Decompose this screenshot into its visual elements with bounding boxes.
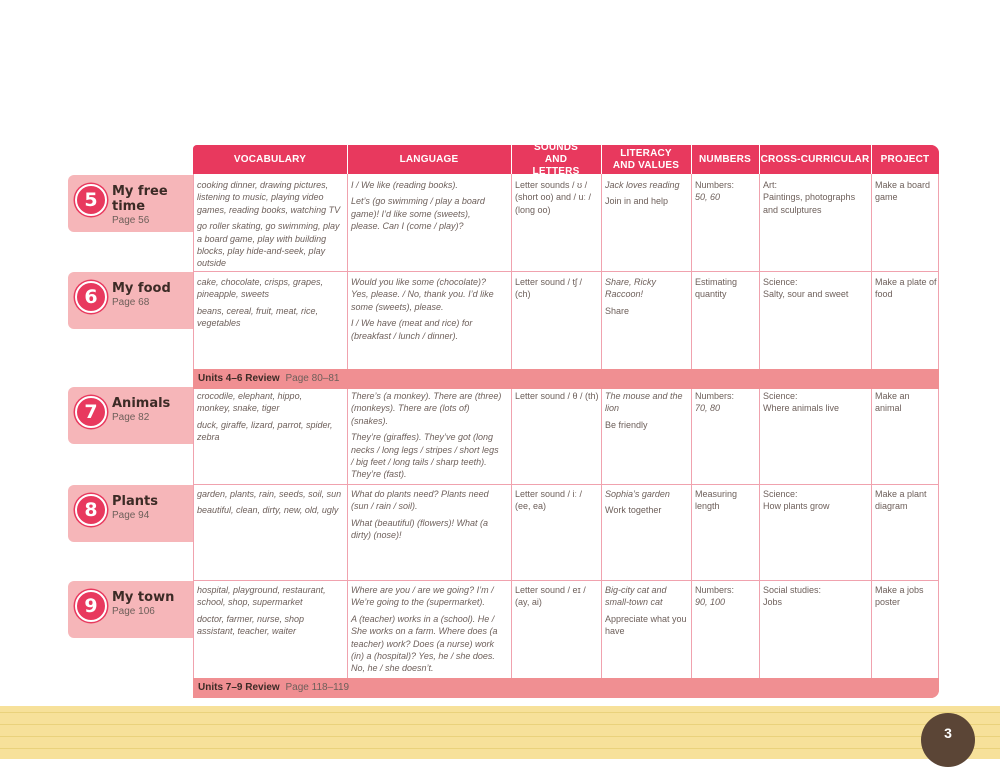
column-header-sounds: SOUNDS AND LETTERS <box>511 145 601 174</box>
unit-title: Animals <box>112 396 171 411</box>
review-label: Units 4–6 Review <box>198 373 280 384</box>
unit-tab[interactable] <box>68 485 193 542</box>
unit-title: My food <box>112 281 171 296</box>
review-bar <box>193 678 939 698</box>
column-header-language: LANGUAGE <box>347 145 511 174</box>
footer-floor <box>0 706 1000 759</box>
language-cell: There’s (a monkey). There are (three) (monkeys). There are (lots of) (snakes). They’re (giraffes). They’ve got (long necks / long legs / stripes / short legs / big feet / long tails / sharp teeth). They’re (fast). <box>351 391 502 480</box>
review-page: Page 80–81 <box>285 373 340 384</box>
sounds-cell: Letter sound / tʃ / (ch) <box>515 277 583 300</box>
sounds-cell: Letter sound / iː / (ee, ea) <box>515 489 583 512</box>
project-cell: Make a plant diagram <box>875 489 927 512</box>
review-page: Page 118–119 <box>285 682 350 693</box>
review-label: Units 7–9 Review <box>198 682 280 693</box>
numbers-cell: Numbers: 70, 80 <box>695 391 735 414</box>
cross-curricular-cell: Science: Where animals live <box>763 391 840 414</box>
literacy-cell: Jack loves reading Join in and help <box>605 180 680 207</box>
vocab-cell: garden, plants, rain, seeds, soil, sun beautiful, clean, dirty, new, old, ugly <box>197 489 342 516</box>
unit-page: Page 82 <box>112 412 150 423</box>
page-number: 3 <box>921 713 975 767</box>
unit-tab[interactable] <box>68 387 193 444</box>
vocab-cell: cooking dinner, drawing pictures, listening to music, playing video games, reading books, watching TV go roller skating, go swimming, play a board game, play with building blocks, play hide-and-seek, play outside <box>197 180 341 269</box>
unit-title: My town <box>112 590 175 605</box>
vocab-cell: crocodile, elephant, hippo, monkey, snake, tiger duck, giraffe, lizard, parrot, spider, zebra <box>197 391 333 443</box>
literacy-cell: Big-city cat and small-town cat Appreciate what you have <box>605 585 687 637</box>
sounds-cell: Letter sound / eɪ / (ay, ai) <box>515 585 586 608</box>
unit-page: Page 68 <box>112 297 150 308</box>
column-header-literacy: LITERACY AND VALUES <box>601 145 691 174</box>
cross-curricular-cell: Art: Paintings, photographs and sculptures <box>763 180 856 215</box>
unit-tab[interactable] <box>68 581 193 638</box>
language-cell: I / We like (reading books). Let’s (go swimming / play a board game)! I’d like some (sweets), please. Can I (come / play)? <box>351 180 485 232</box>
unit-title: My free time <box>112 184 168 214</box>
unit-page: Page 94 <box>112 510 150 521</box>
unit-tab[interactable] <box>68 272 193 329</box>
column-header-project: PROJECT <box>871 145 939 174</box>
unit-number-badge: 9 <box>75 590 107 622</box>
literacy-cell: Sophia’s garden Work together <box>605 489 670 516</box>
unit-number-badge: 7 <box>75 396 107 428</box>
project-cell: Make a jobs poster <box>875 585 924 608</box>
project-cell: Make an animal <box>875 391 910 414</box>
numbers-cell: Numbers: 90, 100 <box>695 585 735 608</box>
unit-page: Page 106 <box>112 606 155 617</box>
project-cell: Make a plate of food <box>875 277 937 300</box>
column-header-vocabulary: VOCABULARY <box>193 145 347 174</box>
sounds-cell: Letter sounds / ʊ / (short oo) and / uː / (long oo) <box>515 180 592 215</box>
numbers-cell: Measuring length <box>695 489 738 512</box>
vocab-cell: cake, chocolate, crisps, grapes, pineapple, sweets beans, cereal, fruit, meat, rice, vegetables <box>197 277 324 329</box>
column-header-cross-curricular: CROSS-CURRICULAR <box>759 145 871 174</box>
sounds-cell: Letter sound / θ / (th) <box>515 391 599 401</box>
column-header-numbers: NUMBERS <box>691 145 759 174</box>
unit-title: Plants <box>112 494 158 509</box>
cross-curricular-cell: Science: How plants grow <box>763 489 830 512</box>
unit-number-badge: 5 <box>75 184 107 216</box>
language-cell: Would you like some (chocolate)? Yes, please. / No, thank you. I’d like some (sweets), please. I / We have (meat and rice) for (breakfast / lunch / dinner). <box>351 277 494 341</box>
vocab-cell: hospital, playground, restaurant, school, shop, supermarket doctor, farmer, nurse, shop assistant, teacher, waiter <box>197 585 326 637</box>
project-cell: Make a board game <box>875 180 931 203</box>
numbers-cell: Numbers: 50, 60 <box>695 180 735 203</box>
unit-page: Page 56 <box>112 215 150 226</box>
unit-number-badge: 6 <box>75 281 107 313</box>
cross-curricular-cell: Science: Salty, sour and sweet <box>763 277 849 300</box>
language-cell: Where are you / are we going? I’m / We’re going to the (supermarket). A (teacher) works in a (school). He / She works on a farm. Where does (a teacher) work? Does (a nurse) work (in) a (hospital)? Yes, he / she does. No, he / she doesn’t. <box>351 585 498 674</box>
literacy-cell: The mouse and the lion Be friendly <box>605 391 683 430</box>
cross-curricular-cell: Social studies: Jobs <box>763 585 822 608</box>
unit-tab[interactable] <box>68 175 193 232</box>
review-bar <box>193 369 939 389</box>
numbers-cell: Estimating quantity <box>695 277 738 300</box>
unit-number-badge: 8 <box>75 494 107 526</box>
language-cell: What do plants need? Plants need (sun / rain / soil). What (beautiful) (flowers)! What (a dirty) (nose)! <box>351 489 489 541</box>
literacy-cell: Share, Ricky Raccoon! Share <box>605 277 657 316</box>
